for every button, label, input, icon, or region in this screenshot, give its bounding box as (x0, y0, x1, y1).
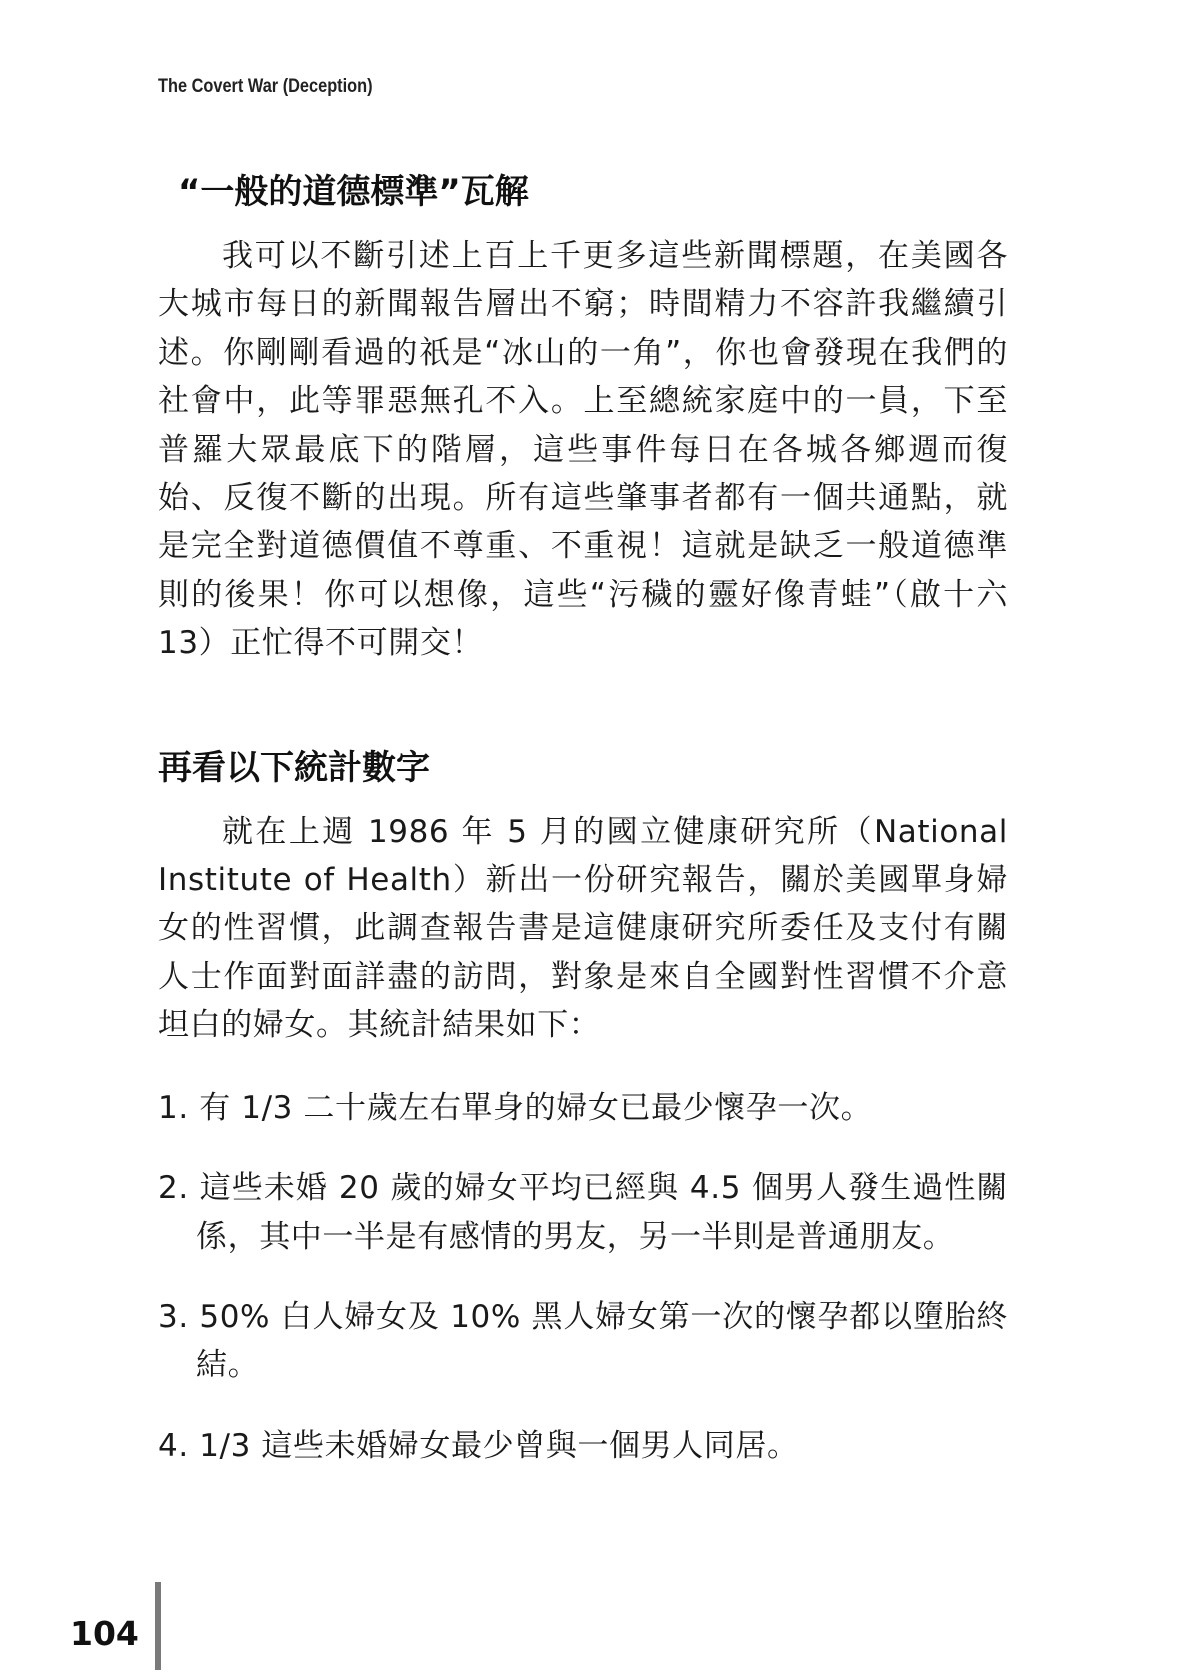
body-paragraph-1: 我可以不斷引述上百上千更多這些新聞標題，在美國各大城市每日的新聞報告層出不窮；時間精力不容許我繼續引述。你剛剛看過的祇是“冰山的一角”，你也會發現在我們的社會中，此等罪惡無孔不入。上至總統家庭中的一員，下至普羅大眾最底下的階層，這些事件每日在各城各鄉週而復始、反復不斷的出現。所有這些肇事者都有一個共通點，就是完全對道德價值不尊重、不重視！這就是缺乏一般道德準則的後果！你可以想像，這些“污穢的靈好像青蛙”（啟十六 13）正忙得不可開交！ (158, 238, 1008, 662)
section-heading-moral-standards: “一般的道德標準”瓦解 (178, 172, 529, 212)
body-paragraph-2: 就在上週 1986 年 5 月的國立健康研究所（National Institute of Health）新出一份研究報告，關於美國單身婦女的性習慣，此調查報告書是這健康研究所委任及支付有關人士作面對面詳盡的訪問，對象是來自全國對性習慣不介意坦白的婦女。其統計結果如下： (158, 813, 1008, 1044)
statistics-list (158, 1084, 1008, 1470)
page-number-rule (155, 1582, 161, 1670)
list-item: 4. 1/3 這些未婚婦女最少曾與一個男人同居。 (158, 1427, 799, 1464)
list-item: 1. 有 1/3 二十歲左右單身的婦女已最少懷孕一次。 (158, 1089, 873, 1126)
list-item: 3. 50% 白人婦女及 10% 黑人婦女第一次的懷孕都以墮胎終結。 (158, 1298, 1008, 1384)
running-header: The Covert War (Deception) (158, 76, 373, 97)
section-heading-statistics: 再看以下統計數字 (158, 747, 430, 788)
list-item: 2. 這些未婚 20 歲的婦女平均已經與 4.5 個男人發生過性關係，其中一半是有感情的男友，另一半則是普通朋友。 (158, 1170, 1008, 1255)
page-number: 104 (70, 1614, 139, 1653)
page-content (158, 170, 1008, 1502)
